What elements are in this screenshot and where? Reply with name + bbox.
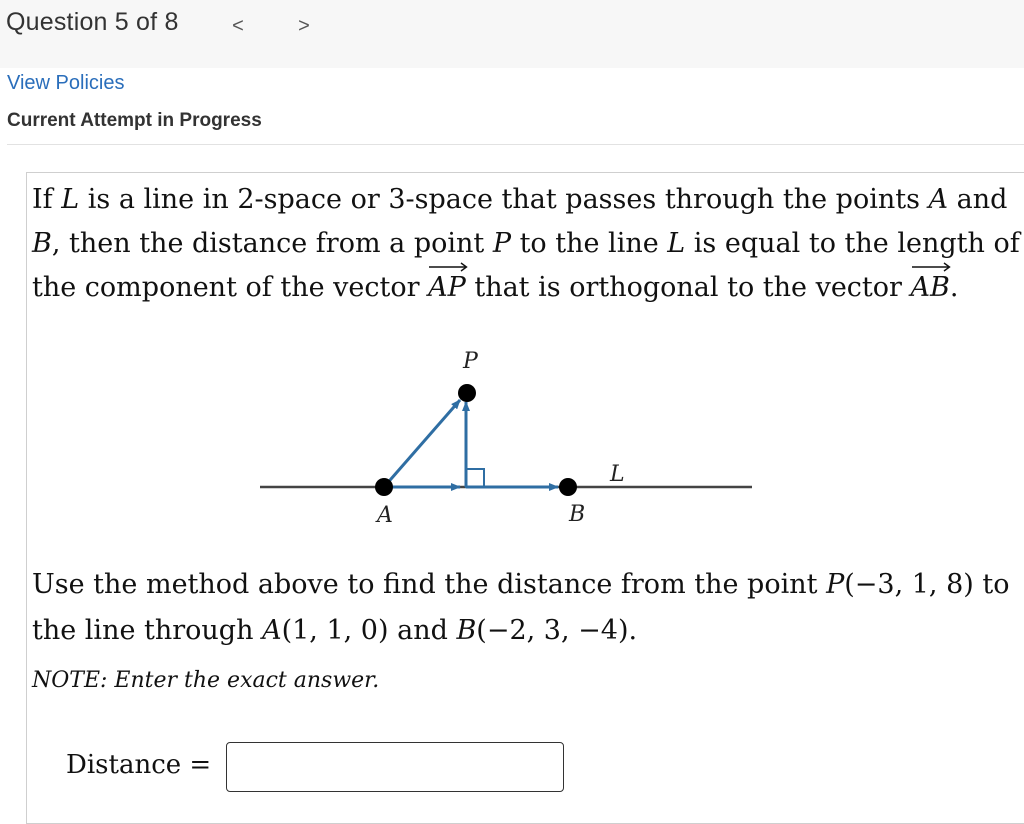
view-policies-link[interactable]: View Policies: [7, 72, 125, 94]
task-text: Use the method above to find the distance from the point: [32, 569, 827, 600]
divider: [7, 144, 1024, 145]
intro-text: that is orthogonal to the vector: [465, 272, 911, 303]
intro-text: is equal to the length of the component of the vector: [32, 228, 1020, 303]
math-B: B: [32, 228, 52, 259]
coords-A: (1, 1, 0): [281, 615, 389, 646]
vector-AB-label: AB: [910, 272, 950, 303]
intro-text: If: [32, 184, 62, 215]
next-question-button[interactable]: [290, 10, 318, 42]
math-L: L: [61, 184, 80, 215]
vector-AP-arrow: [384, 400, 460, 487]
answer-note: NOTE: Enter the exact answer.: [32, 668, 380, 693]
distance-diagram: [250, 345, 760, 530]
chevron-left-icon: <: [232, 14, 244, 37]
label-B: B: [569, 502, 586, 527]
task-text: .: [628, 615, 638, 646]
point-B: [559, 478, 577, 496]
math-A: A: [262, 615, 282, 646]
task-text: and: [388, 615, 457, 646]
right-angle-marker: [466, 469, 484, 487]
math-P: P: [492, 228, 511, 259]
coords-B: (−2, 3, −4): [476, 615, 629, 646]
distance-label: Distance =: [66, 750, 212, 780]
task-text: to the line through: [32, 569, 1010, 646]
point-A: [375, 478, 393, 496]
math-B: B: [456, 615, 477, 646]
coords-P: (−3, 1, 8): [844, 569, 974, 600]
intro-text: is a line in 2-space or 3-space that passes through the points: [79, 184, 929, 215]
previous-question-button[interactable]: [224, 10, 252, 42]
intro-text: to the line: [510, 228, 668, 259]
intro-text: .: [949, 272, 959, 303]
vector-AB: [911, 266, 950, 310]
intro-text: , then the distance from a point: [51, 228, 493, 259]
label-L: L: [610, 462, 625, 487]
math-P: P: [826, 569, 845, 600]
question-position: Question 5 of 8: [6, 8, 179, 36]
math-L: L: [667, 228, 686, 259]
label-P: P: [463, 349, 478, 374]
vector-arrow-icon: [911, 262, 951, 272]
question-header: [0, 0, 1024, 68]
label-A: A: [377, 503, 393, 528]
point-P: [458, 384, 476, 402]
vector-AP-label: AP: [428, 272, 466, 303]
vector-AP: [428, 266, 466, 310]
problem-intro: [32, 178, 1022, 310]
distance-input[interactable]: [226, 742, 564, 792]
problem-task: [32, 562, 1022, 654]
attempt-status: Current Attempt in Progress: [7, 110, 262, 131]
math-A: A: [928, 184, 949, 215]
vector-arrow-icon: [428, 262, 468, 272]
intro-text: and: [948, 184, 1008, 215]
chevron-right-icon: >: [298, 14, 310, 37]
